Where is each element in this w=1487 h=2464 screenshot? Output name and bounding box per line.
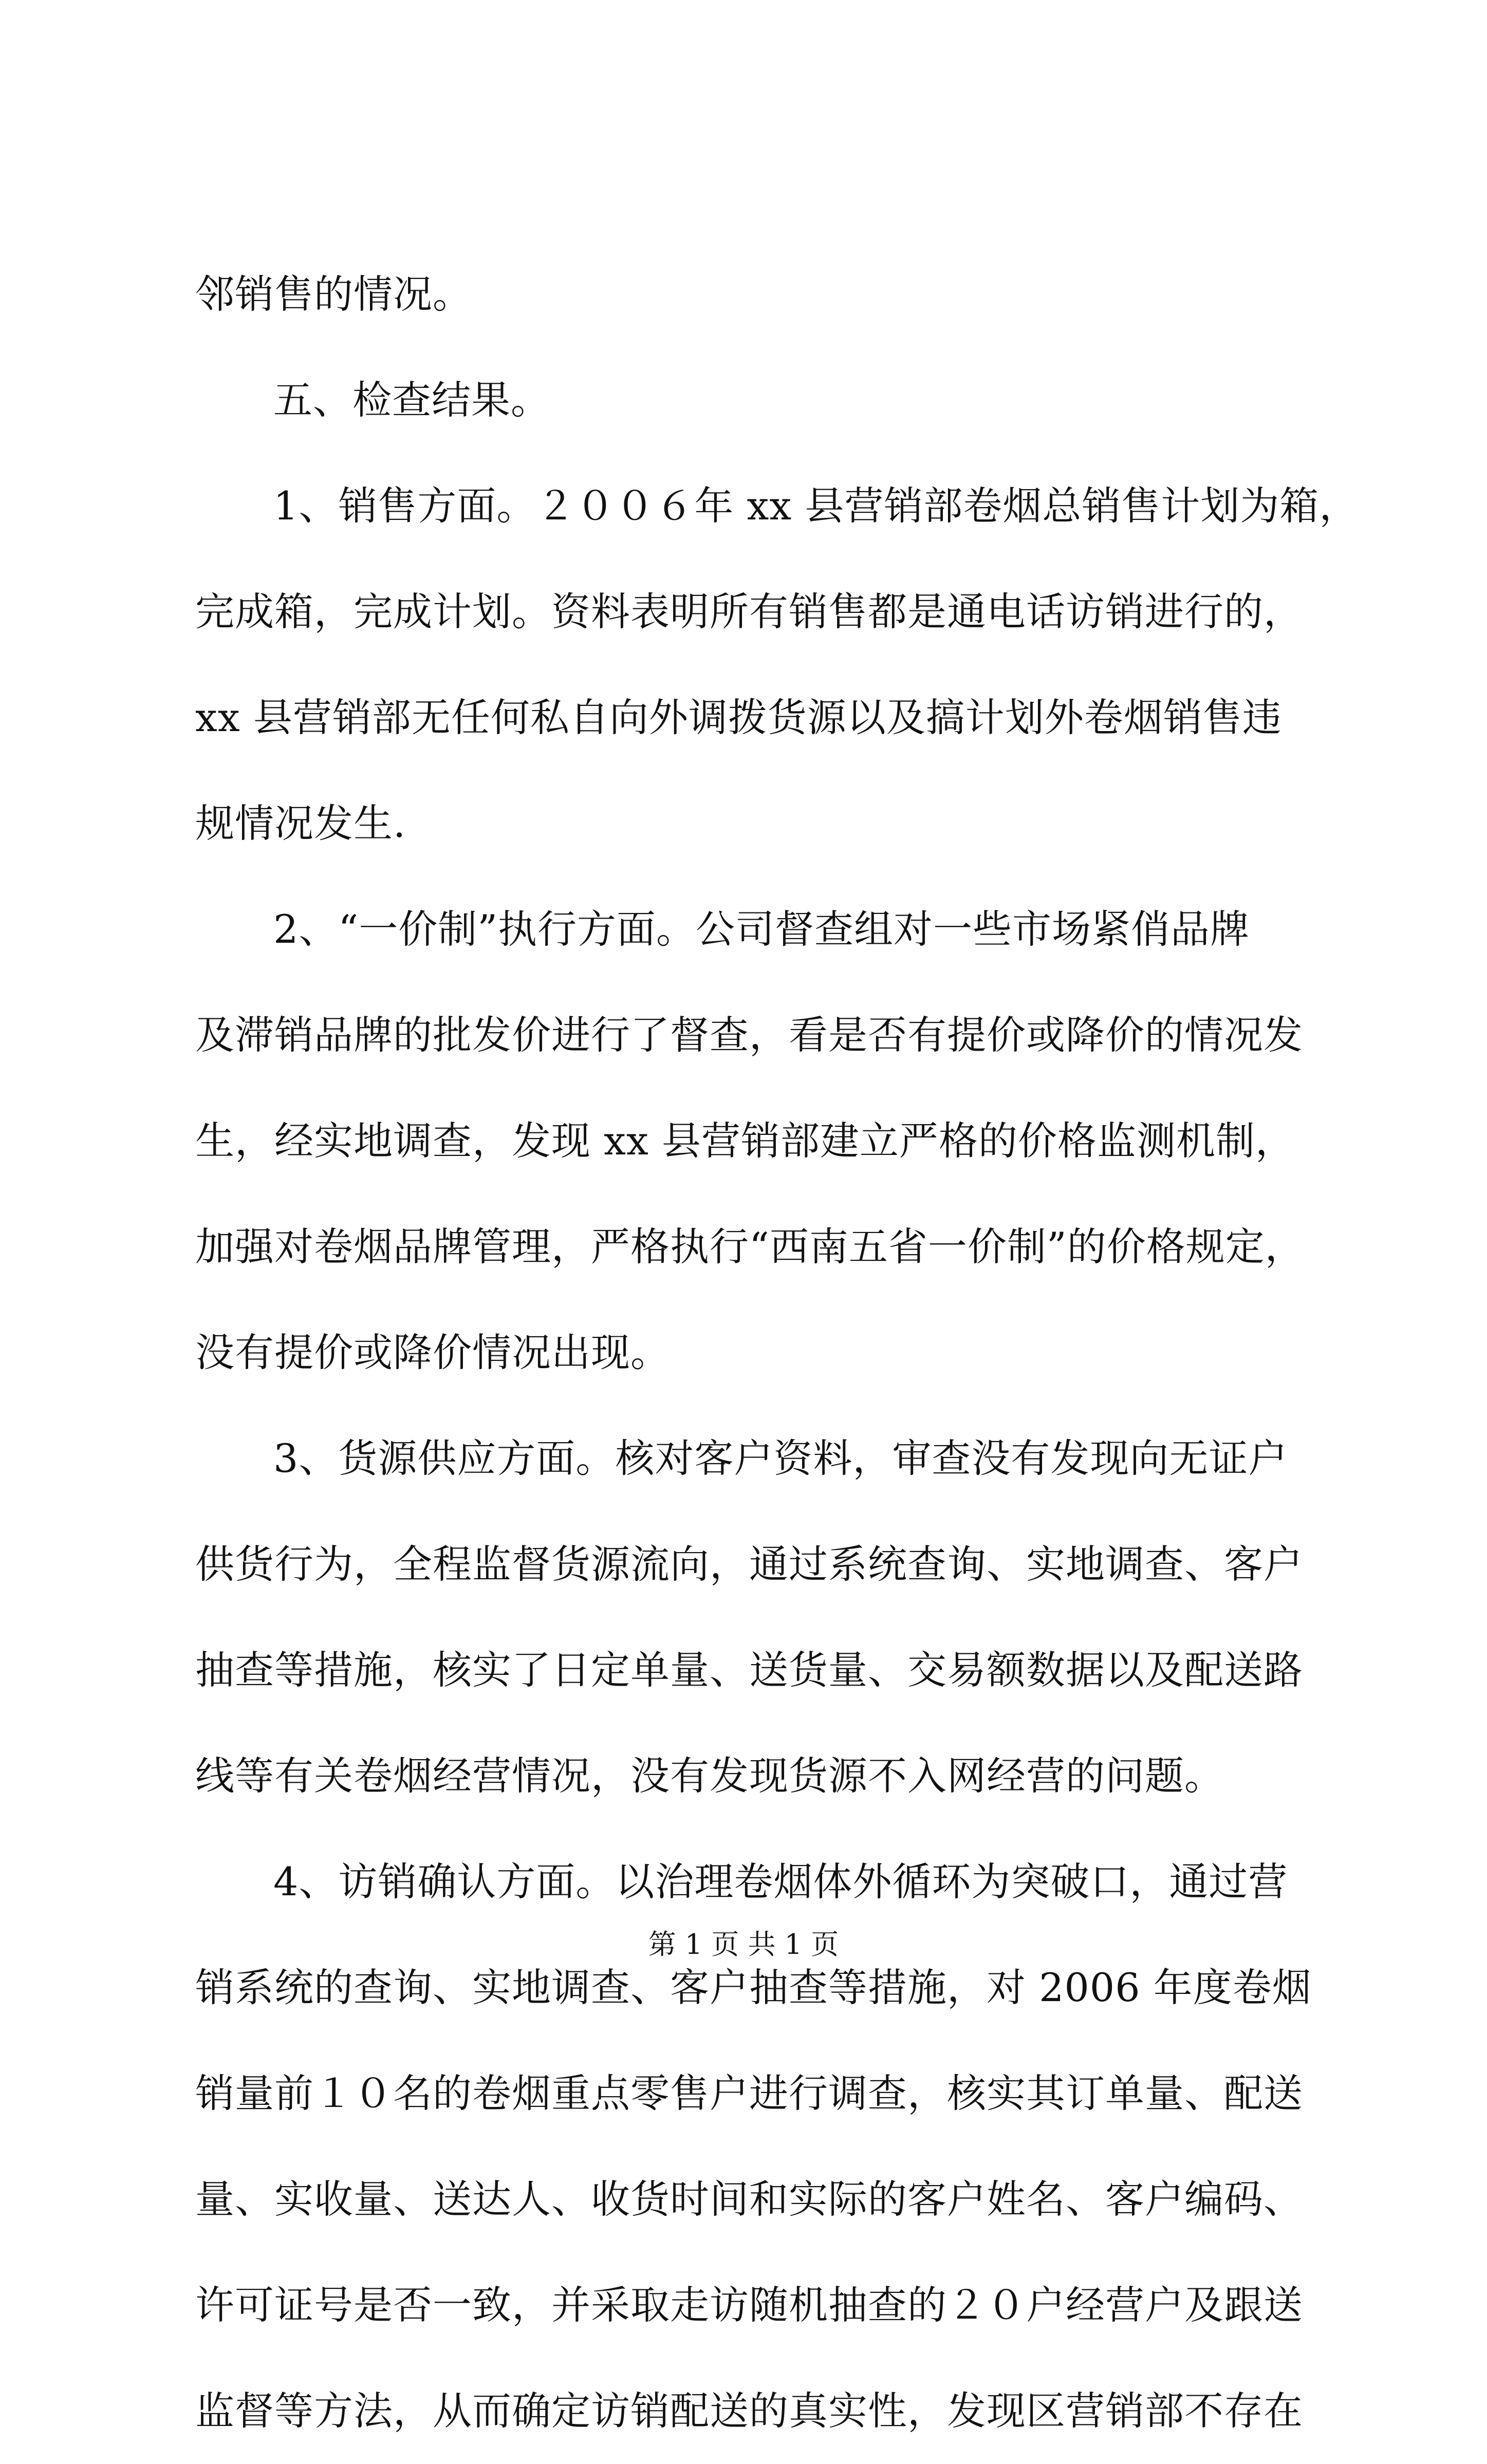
text-line: 生，经实地调查，发现 xx 县营销部建立严格的价格监测机制， [195, 1118, 1295, 1164]
text-line: 供货行为，全程监督货源流向，通过系统查询、实地调查、客户 [195, 1541, 1303, 1587]
text-line: 抽查等措施，核实了日定单量、送货量、交易额数据以及配送路 [195, 1647, 1303, 1693]
text-line: 没有提价或降价情况出现。 [195, 1330, 670, 1375]
text-line: 销系统的查询、实地调查、客户抽查等措施，对 2006 年度卷烟 [195, 1965, 1312, 2010]
text-line: 规情况发生. [195, 800, 406, 846]
text-line: 4、访销确认方面。以治理卷烟体外循环为突破口，通过营 [273, 1859, 1288, 1905]
text-line: 邻销售的情况。 [195, 271, 472, 317]
text-line: 加强对卷烟品牌管理，严格执行“西南五省一价制”的价格规定， [195, 1224, 1305, 1270]
text-line: 监督等方法，从而确定访销配送的真实性，发现区营销部不存在 [195, 2388, 1303, 2434]
section-heading: 五、检查结果。 [273, 377, 550, 423]
text-line: 3、货源供应方面。核对客户资料，审查没有发现向无证户 [273, 1435, 1288, 1481]
text-line: 1、销售方面。２００６年 xx 县营销部卷烟总销售计划为箱， [273, 483, 1359, 529]
text-line: 许可证号是否一致，并采取走访随机抽查的２０户经营户及跟送 [195, 2282, 1303, 2328]
text-line: 销量前１０名的卷烟重点零售户进行调查，核实其订单量、配送 [195, 2070, 1303, 2116]
text-line: 完成箱，完成计划。资料表明所有销售都是通电话访销进行的， [195, 589, 1303, 634]
text-line: 线等有关卷烟经营情况，没有发现货源不入网经营的问题。 [195, 1753, 1224, 1799]
document-body [195, 241, 1359, 2464]
text-line: 及滞销品牌的批发价进行了督查，看是否有提价或降价的情况发 [195, 1012, 1303, 1058]
text-line: 2、“一价制”执行方面。公司督查组对一些市场紧俏品牌 [273, 906, 1250, 952]
text-line: xx 县营销部无任何私自向外调拨货源以及搞计划外卷烟销售违 [195, 695, 1282, 740]
page-number-footer: 第 1 页 共 1 页 [648, 1928, 839, 1961]
text-line: 量、实收量、送达人、收货时间和实际的客户姓名、客户编码、 [195, 2176, 1303, 2222]
